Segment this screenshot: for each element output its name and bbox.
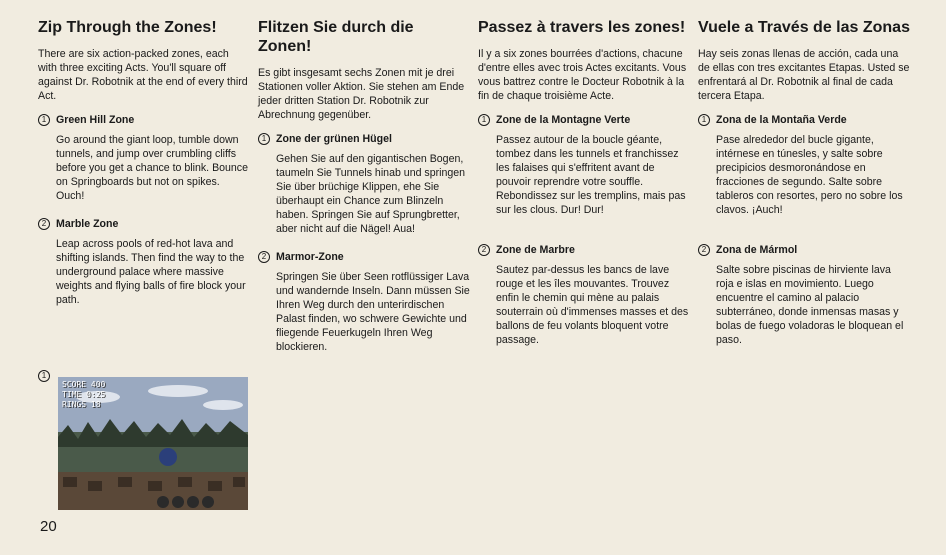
intro-text: Es gibt insgesamt sechs Zonen mit je drei Stationen voller Aktion. Sie stehen am Ende jeder dritten Station Dr. Robotnik zur Abrechnung gegenüber. [258,67,465,121]
time-label: TIME [62,390,82,399]
zone-name: Marmor-Zone [276,251,344,263]
zone-description: Gehen Sie auf den gigantischen Bogen, taumeln Sie Tunnels hinab und springen Sie über brüchige Klippen, ehe Sie überhaupt ein Chance zum Blinzeln haben. Springen Sie auf Sprungbretter, aber nicht auf die Nägel! Aua! [276,153,466,235]
intro-text: There are six action-packed zones, each with three exciting Acts. You'll square off against Dr. Robotnik at the end of every third Act. [38,48,248,102]
intro-text: Il y a six zones bourrées d'actions, chacune d'entre elles avec trois Actes excitants. Vous vous battrez contre le Docteur Robotnik à la fin de chaque troisième Acte. [478,48,687,102]
game-hud [62,380,105,410]
section-title: Passez à travers les zones! [478,19,686,36]
zone-number: 1 [258,133,270,145]
section-title: Flitzen Sie durch die Zonen! [258,19,414,55]
zone-number: 1 [698,114,710,126]
zone-heading [258,250,470,264]
zone-name: Marble Zone [56,218,119,230]
score-value: 400 [90,380,106,389]
score-label: SCORE [62,380,87,389]
column-french [478,18,690,361]
zone-name: Zona de la Montaña Verde [716,114,847,126]
zone-heading [478,113,690,127]
column-english [38,18,250,321]
time-value: 0:25 [86,390,106,399]
zone-description: Springen Sie über Seen rotflüssiger Lava und wandernde Inseln. Dann müssen Sie Ihren Weg durch den unterirdischen Palast finden, wo schwere Gewichte und fliegende Feuerkugeln Ihren Weg blockieren. [276,271,470,353]
game-screenshot [58,377,248,510]
zone-number: 1 [478,114,490,126]
column-spanish [698,18,910,361]
zone-number: 1 [38,114,50,126]
rings-value: 18 [90,400,101,409]
zone-description: Sautez par-dessus les bancs de lave rouge et les îles mouvantes. Trouvez enfin le chemin qui mène au palais souterrain où d'immenses masses et des ballons de feu volants bloquent votre passage. [496,264,689,346]
zone-heading [258,132,470,146]
zone-name: Zone der grünen Hügel [276,133,392,145]
zone-heading [478,243,690,257]
zone-heading [698,113,910,127]
zone-number: 2 [698,244,710,256]
column-german [258,18,470,368]
zone-number: 2 [258,251,270,263]
page-number: 20 [40,518,57,535]
zone-number: 2 [478,244,490,256]
section-title: Zip Through the Zones! [38,19,217,36]
zone-name: Zone de Marbre [496,244,575,256]
zone-heading [38,217,250,231]
zone-name: Green Hill Zone [56,114,135,126]
screenshot-number: 1 [38,370,50,382]
rings-label: RINGS [62,400,87,409]
zone-name: Zona de Mármol [716,244,798,256]
zone-description: Leap across pools of red-hot lava and shifting islands. Then find the way to the underground palace where massive weights and flying balls of fire block your path. [56,238,246,306]
zone-number: 2 [38,218,50,230]
zone-description: Salte sobre piscinas de hirviente lava roja e islas en movimiento. Luego encuentre el camino al palacio subterráneo, donde inmensas masas y bolas de fuego voladoras le bloquean el paso. [716,264,904,346]
zone-description: Pase alrededor del bucle gigante, intérnese en túnesles, y salte sobre precipicios desmoronándose en fracciones de segundo. Salte sobre tableros con resortes, pero no sobre los clavos. ¡Auch! [716,134,903,216]
zone-heading [38,113,250,127]
intro-text: Hay seis zonas llenas de acción, cada una de ellas con tres excitantes Etapas. Usted se enfrentará al Dr. Robotnik al final de cada tercera Etapa. [698,48,910,102]
zone-description: Passez autour de la boucle géante, tombez dans les tunnels et franchissez les falaises qui s'effritent avant de pouvoir reprendre votre souffle. Rebondissez sur les tremplins, mais pas sur les clous. Dur! Dur! [496,134,686,216]
zone-description: Go around the giant loop, tumble down tunnels, and jump over crumbling cliffs before you get a chance to blink. Bounce on Springboards but not on spikes. Ouch! [56,134,248,202]
section-title: Vuele a Través de las Zonas [698,19,910,36]
zone-heading [698,243,910,257]
zone-name: Zone de la Montagne Verte [496,114,631,126]
